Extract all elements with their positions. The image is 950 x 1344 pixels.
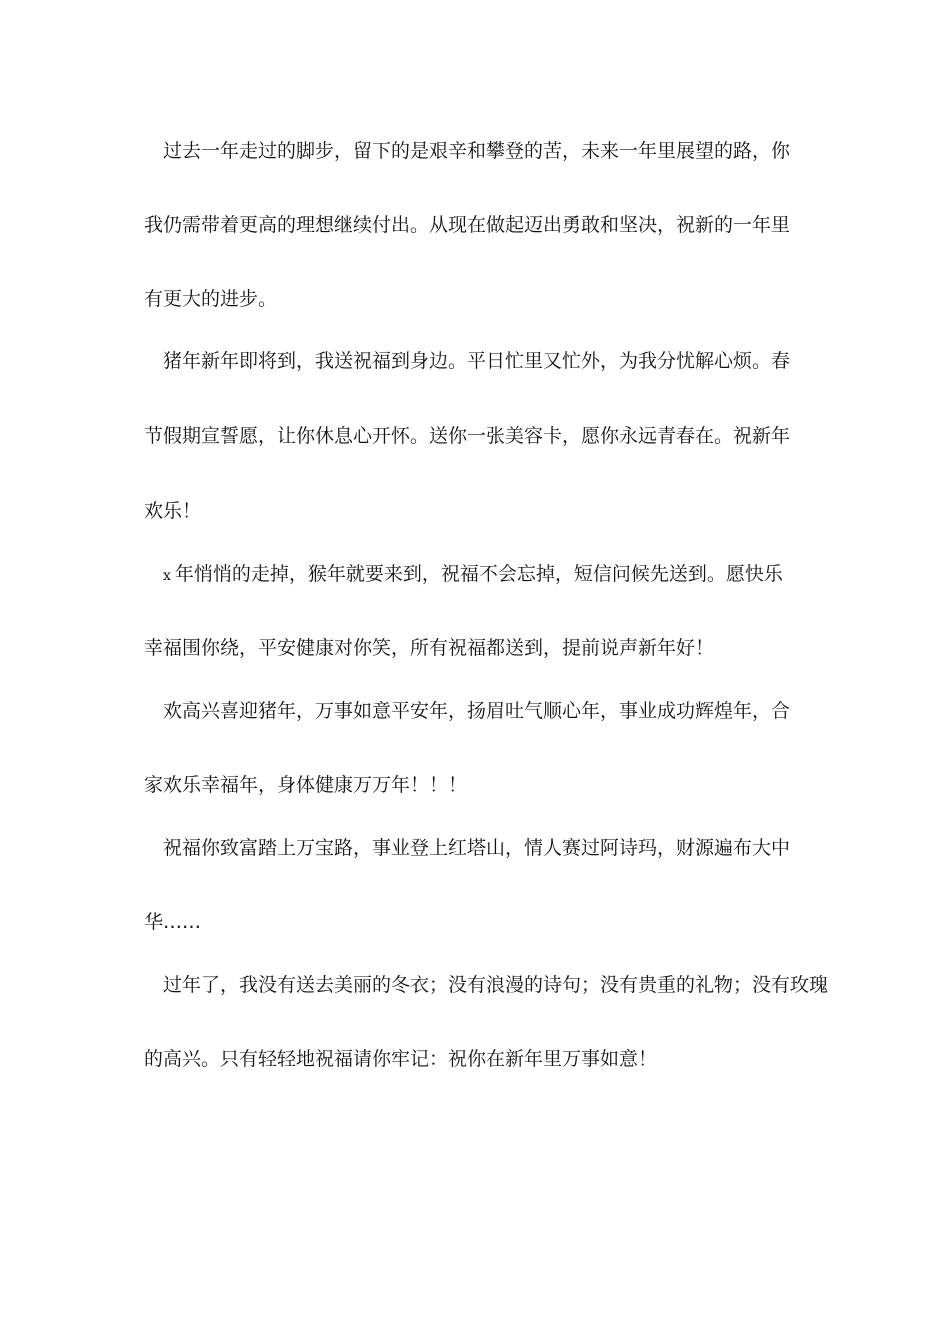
paragraph-2-line-1: 猪年新年即将到，我送祝福到身边。平日忙里又忙外，为我分忧解心烦。春: [163, 350, 791, 372]
paragraph-3-line-1-text: 年悄悄的走掉，猴年就要来到，祝福不会忘掉，短信问候先送到。愿快乐: [174, 563, 783, 585]
paragraph-6-line-2: 的高兴。只有轻轻地祝福请你牢记：祝你在新年里万事如意！: [144, 1048, 658, 1070]
paragraph-2-line-3: 欢乐！: [144, 500, 202, 522]
paragraph-1-line-2: 我仍需带着更高的理想继续付出。从现在做起迈出勇敢和坚决，祝新的一年里: [144, 214, 791, 236]
paragraph-3-lead: x: [163, 568, 171, 584]
paragraph-4-line-1: 欢高兴喜迎猪年，万事如意平安年，扬眉吐气顺心年，事业成功辉煌年，合: [163, 700, 791, 722]
paragraph-4-line-2: 家欢乐幸福年，身体健康万万年！！！: [144, 774, 468, 796]
paragraph-1-line-1: 过去一年走过的脚步，留下的是艰辛和攀登的苦，未来一年里展望的路，你: [163, 140, 791, 162]
paragraph-3-line-1: [163, 562, 843, 588]
paragraph-5-line-2: 华……: [144, 911, 202, 933]
paragraph-5-line-1: 祝福你致富踏上万宝路，事业登上红塔山，情人赛过阿诗玛，财源遍布大中: [163, 837, 791, 859]
paragraph-3-line-2: 幸福围你绕，平安健康对你笑，所有祝福都送到，提前说声新年好！: [144, 637, 715, 659]
paragraph-2-line-2: 节假期宣誓愿，让你休息心开怀。送你一张美容卡，愿你永远青春在。祝新年: [144, 425, 791, 447]
paragraph-1-line-3: 有更大的进步。: [144, 288, 278, 310]
paragraph-6-line-1: 过年了，我没有送去美丽的冬衣；没有浪漫的诗句；没有贵重的礼物；没有玫瑰: [163, 974, 829, 996]
